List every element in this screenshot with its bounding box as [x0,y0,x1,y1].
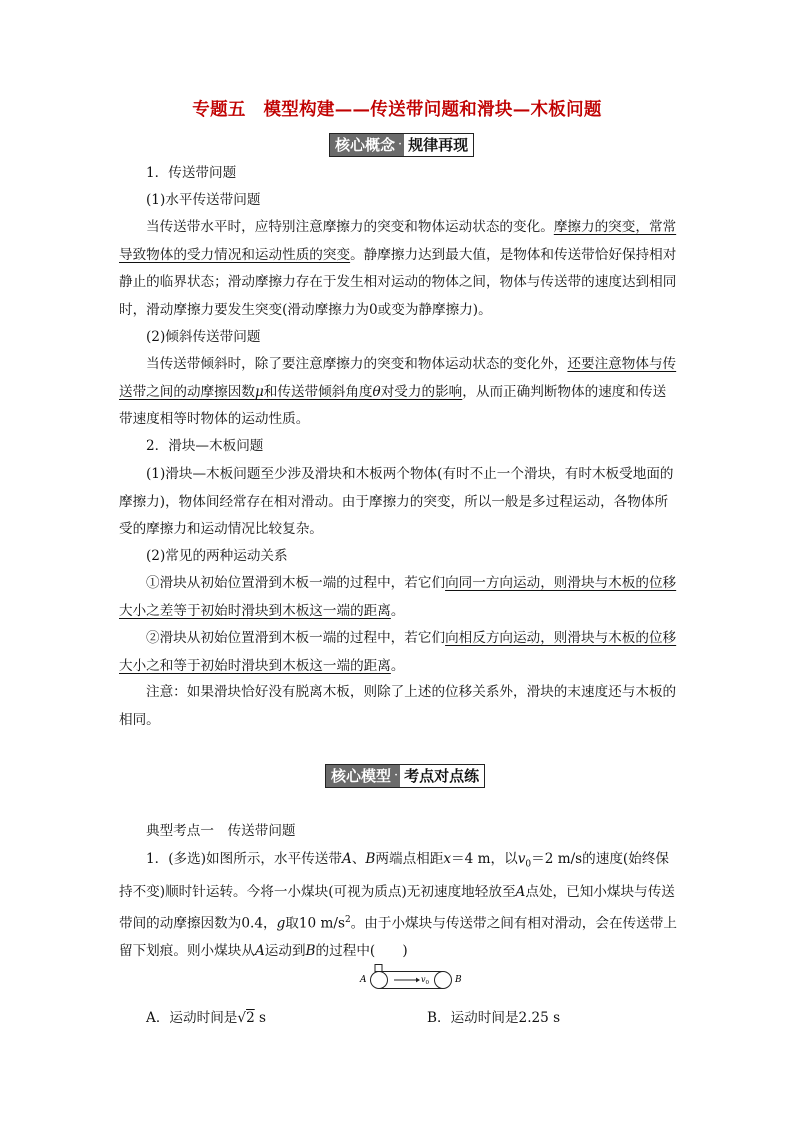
banner-right-label: 考点对点练 [400,765,484,787]
exam-point-heading: 典型考点一 传送带问题 [146,823,296,839]
left-pulley [371,972,388,989]
note-paragraph: 注意：如果滑块恰好没有脱离木板，则除了上述的位移关系外，滑块的末速度还与木板的相同。 [119,684,677,728]
relation-opposite-direction: ②滑块从初始位置滑到木板一端的过程中，若它们向相反方向运动，则滑块与木板的位移大小之和等于初始时滑块到木板这一端的距离。 [119,630,677,674]
banner-dot: · [394,765,400,787]
section1-heading: 1．传送带问题 [146,165,237,181]
page-title: 专题五 模型构建——传送带问题和滑块—木板问题 [192,100,602,120]
question-1: 1．(多选)如图所示，水平传送带A、B两端点相距x＝4 m，以$v_0=2$ m/s的速度(始终保持不变)顺时针运转。今将一小煤块(可视为质点)无初速度地轻放至A点处，已知小煤块与传送带间的动摩擦因数为0.4，g取10 $m/s^2$。由于小煤块与传送带之间有相对滑动，会在传送带上留下划痕。则小煤块从A运动到B的过程中( ) [119,851,677,959]
subheading-motion-relations: (2)常见的两种运动关系 [146,548,288,564]
banner-dot: · [398,134,404,156]
option-a: A．运动时间是√2 s [146,1010,267,1026]
conveyor-belt-figure [358,960,468,996]
underlined-key-point: 还要注意物体与传送带之间的动摩擦因数μ和传送带倾斜角度θ对受力的影响 [119,356,677,400]
coal-block [375,965,382,972]
section-banner-core-concepts [329,133,474,157]
label-b: B [455,975,462,985]
paragraph-horizontal-belt: 当传送带水平时，应特别注意摩擦力的突变和物体运动状态的变化。摩擦力的突变，常常导致物体的受力情况和运动性质的突变。静摩擦力达到最大值，是物体和传送带恰好保持相对静止的临界状态；滑动摩擦力存在于发生相对运动的物体之间，物体与传送带的速度达到相同时，滑动摩擦力要发生突变(滑动摩擦力为0或变为静摩擦力)。 [119,219,677,318]
section-banner-core-models [325,764,485,788]
subheading-horizontal: (1)水平传送带问题 [146,192,261,208]
section2-heading: 2．滑块—木板问题 [146,438,264,454]
option-b: B．运动时间是2.25 s [427,1010,561,1026]
label-v0: $v_0$ [421,975,430,986]
paragraph-block-board: (1)滑块—木板问题至少涉及滑块和木板两个物体(有时不止一个滑块，有时木板受地面的摩擦力)，物体间经常存在相对滑动。由于摩擦力的突变，所以一般是多过程运动，各物体所受的摩擦力和运动情况比较复杂。 [119,466,674,537]
arrow-head-icon [416,978,420,983]
label-a: A [360,975,367,985]
paragraph-inclined-belt: 当传送带倾斜时，除了要注意摩擦力的突变和物体运动状态的变化外，还要注意物体与传送带之间的动摩擦因数μ和传送带倾斜角度θ对受力的影响，从而正确判断物体的速度和传送带速度相等时物体的运动性质。 [119,356,677,427]
banner-left-label: 核心概念 [330,134,398,156]
underlined-key-point: 摩擦力的突变，常常导致物体的受力情况和运动性质的突变 [119,219,677,263]
subheading-inclined: (2)倾斜传送带问题 [146,329,261,345]
right-pulley [435,972,452,989]
banner-left-label: 核心模型 [326,765,394,787]
relation-same-direction: ①滑块从初始位置滑到木板一端的过程中，若它们向同一方向运动，则滑块与木板的位移大小之差等于初始时滑块到木板这一端的距离。 [119,575,677,619]
banner-right-label: 规律再现 [404,134,473,156]
